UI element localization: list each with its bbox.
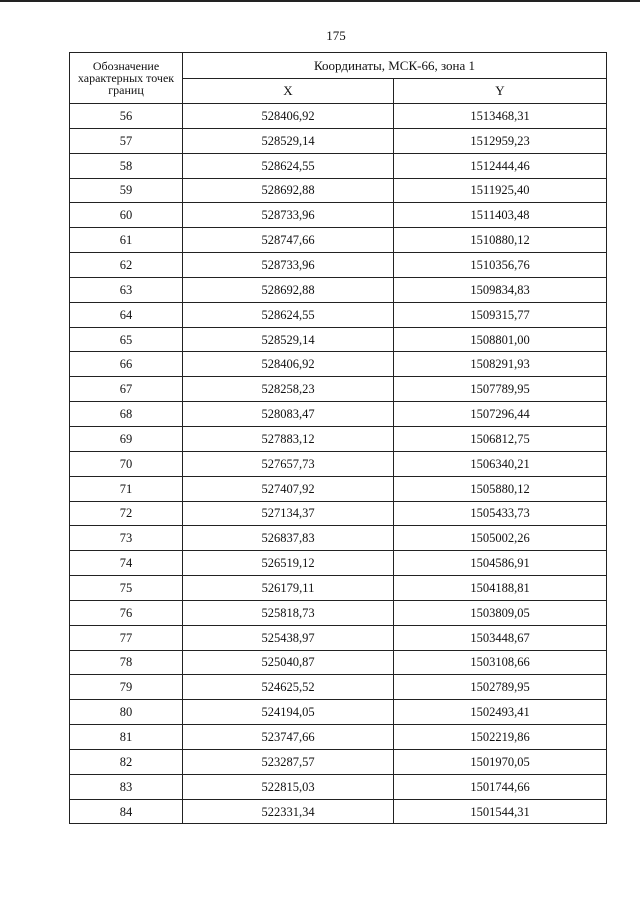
point-cell: 64 [70,302,183,327]
y-coordinate-cell: 1510880,12 [394,228,607,253]
x-coordinate-cell: 528733,96 [183,203,394,228]
point-cell: 71 [70,476,183,501]
point-cell: 83 [70,774,183,799]
y-coordinate-cell: 1513468,31 [394,104,607,129]
y-coordinate-cell: 1502219,86 [394,725,607,750]
x-coordinate-cell: 528083,47 [183,402,394,427]
y-coordinate-cell: 1505433,73 [394,501,607,526]
point-cell: 73 [70,526,183,551]
point-cell: 59 [70,178,183,203]
coordinates-table [69,52,607,824]
x-coordinate-cell: 525818,73 [183,600,394,625]
y-coordinate-cell: 1511403,48 [394,203,607,228]
y-coordinate-cell: 1503108,66 [394,650,607,675]
top-rule [0,0,640,2]
table-row [70,576,607,601]
point-cell: 69 [70,426,183,451]
y-coordinate-cell: 1502493,41 [394,700,607,725]
table-row [70,352,607,377]
point-cell: 80 [70,700,183,725]
point-cell: 63 [70,277,183,302]
table-row [70,476,607,501]
table-row [70,178,607,203]
table-row [70,228,607,253]
y-coordinate-cell: 1509834,83 [394,277,607,302]
y-coordinate-cell: 1503448,67 [394,625,607,650]
x-coordinate-cell: 528624,55 [183,302,394,327]
point-cell: 76 [70,600,183,625]
point-cell: 67 [70,377,183,402]
y-coordinate-cell: 1504586,91 [394,551,607,576]
y-coordinate-cell: 1507789,95 [394,377,607,402]
x-column-header: X [183,79,394,104]
y-coordinate-cell: 1507296,44 [394,402,607,427]
table-row [70,799,607,824]
x-coordinate-cell: 528733,96 [183,253,394,278]
table-row [70,377,607,402]
point-cell: 56 [70,104,183,129]
x-coordinate-cell: 526519,12 [183,551,394,576]
point-cell: 62 [70,253,183,278]
point-cell: 61 [70,228,183,253]
point-cell: 84 [70,799,183,824]
y-coordinate-cell: 1506340,21 [394,451,607,476]
x-coordinate-cell: 527134,37 [183,501,394,526]
x-coordinate-cell: 528692,88 [183,178,394,203]
y-coordinate-cell: 1505002,26 [394,526,607,551]
point-cell: 78 [70,650,183,675]
x-coordinate-cell: 527407,92 [183,476,394,501]
y-coordinate-cell: 1506812,75 [394,426,607,451]
x-coordinate-cell: 528406,92 [183,104,394,129]
x-coordinate-cell: 526179,11 [183,576,394,601]
table-row [70,253,607,278]
page-number: 175 [326,28,346,43]
x-coordinate-cell: 523747,66 [183,725,394,750]
y-coordinate-cell: 1501744,66 [394,774,607,799]
y-coordinate-cell: 1502789,95 [394,675,607,700]
table-row [70,426,607,451]
y-coordinate-cell: 1508801,00 [394,327,607,352]
y-coordinate-cell: 1504188,81 [394,576,607,601]
x-coordinate-cell: 527657,73 [183,451,394,476]
point-cell: 57 [70,128,183,153]
x-coordinate-cell: 523287,57 [183,749,394,774]
table-row [70,277,607,302]
x-coordinate-cell: 525438,97 [183,625,394,650]
table-row [70,774,607,799]
point-cell: 65 [70,327,183,352]
point-cell: 82 [70,749,183,774]
table-header [70,53,607,104]
table-row [70,700,607,725]
point-cell: 70 [70,451,183,476]
y-coordinate-cell: 1501544,31 [394,799,607,824]
point-cell: 58 [70,153,183,178]
point-cell: 60 [70,203,183,228]
point-cell: 79 [70,675,183,700]
coordinate-system-header: Координаты, МСК-66, зона 1 [183,53,607,79]
x-coordinate-cell: 527883,12 [183,426,394,451]
table-row [70,675,607,700]
x-coordinate-cell: 528692,88 [183,277,394,302]
point-cell: 75 [70,576,183,601]
table-row [70,551,607,576]
x-coordinate-cell: 528529,14 [183,327,394,352]
y-coordinate-cell: 1503809,05 [394,600,607,625]
point-cell: 81 [70,725,183,750]
table-row [70,600,607,625]
x-coordinate-cell: 528747,66 [183,228,394,253]
point-cell: 66 [70,352,183,377]
point-cell: 68 [70,402,183,427]
x-coordinate-cell: 524194,05 [183,700,394,725]
table-row [70,725,607,750]
y-coordinate-cell: 1501970,05 [394,749,607,774]
y-coordinate-cell: 1505880,12 [394,476,607,501]
y-coordinate-cell: 1510356,76 [394,253,607,278]
x-coordinate-cell: 522331,34 [183,799,394,824]
table-row [70,128,607,153]
table-row [70,501,607,526]
table-row [70,526,607,551]
table-row [70,302,607,327]
point-cell: 74 [70,551,183,576]
table-row [70,327,607,352]
table-body [70,104,607,824]
x-coordinate-cell: 526837,83 [183,526,394,551]
table-row [70,153,607,178]
table-row [70,203,607,228]
x-coordinate-cell: 528529,14 [183,128,394,153]
x-coordinate-cell: 528624,55 [183,153,394,178]
y-coordinate-cell: 1509315,77 [394,302,607,327]
x-coordinate-cell: 528258,23 [183,377,394,402]
table-row [70,104,607,129]
point-cell: 72 [70,501,183,526]
table-row [70,650,607,675]
table-row [70,402,607,427]
y-coordinate-cell: 1512444,46 [394,153,607,178]
y-coordinate-cell: 1512959,23 [394,128,607,153]
x-coordinate-cell: 524625,52 [183,675,394,700]
x-coordinate-cell: 522815,03 [183,774,394,799]
table-row [70,625,607,650]
x-coordinate-cell: 528406,92 [183,352,394,377]
y-coordinate-cell: 1511925,40 [394,178,607,203]
point-label-header: Обозначение характерных точек границ [70,53,183,104]
y-column-header: Y [394,79,607,104]
table-row [70,749,607,774]
point-cell: 77 [70,625,183,650]
y-coordinate-cell: 1508291,93 [394,352,607,377]
table-row [70,451,607,476]
x-coordinate-cell: 525040,87 [183,650,394,675]
